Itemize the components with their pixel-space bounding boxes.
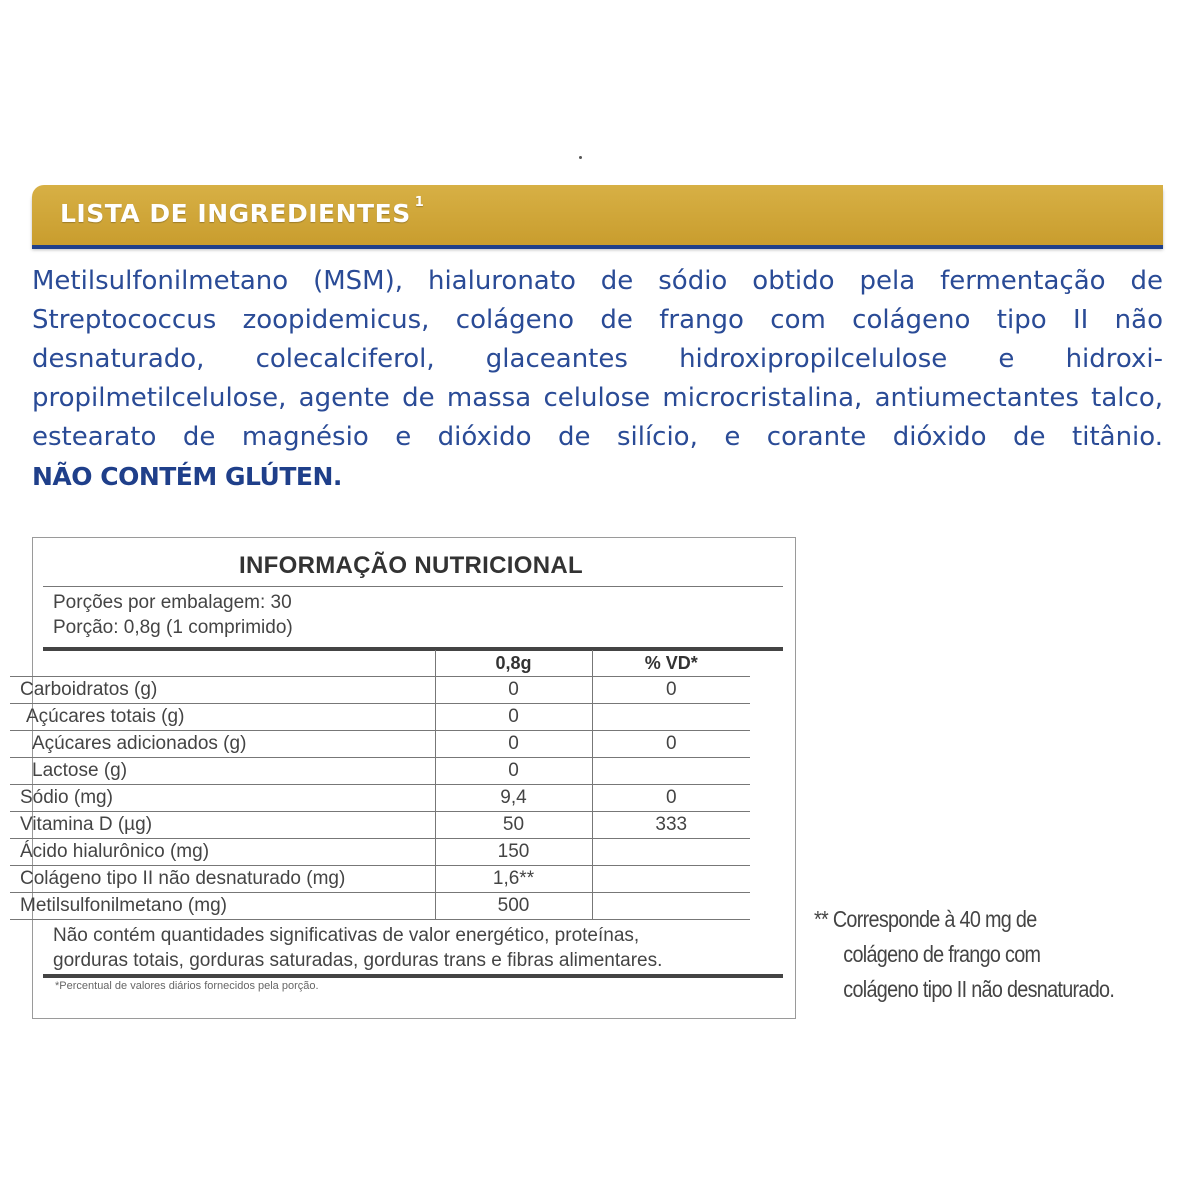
nutrient-name: Colágeno tipo II não desnaturado (mg) [10, 866, 435, 893]
ingredients-line: estearato de magnésio e dióxido de silício, e corante dióxido de titânio. [32, 422, 1163, 452]
nutrient-amount: 0 [435, 704, 592, 731]
nutrient-name: Açúcares adicionados (g) [10, 731, 435, 758]
divider-thick [43, 974, 783, 978]
table-header-row [10, 650, 750, 677]
servings-per-package: Porções por embalagem: 30 [53, 592, 292, 613]
nutrient-amount: 1,6** [435, 866, 592, 893]
table-row [10, 812, 750, 839]
table-row [10, 758, 750, 785]
nutrient-dv: 333 [592, 812, 750, 839]
header-dv: % VD* [592, 650, 750, 677]
nutrition-note-line: gorduras totais, gorduras saturadas, gorduras trans e fibras alimentares. [53, 950, 663, 971]
serving-size: Porção: 0,8g (1 comprimido) [53, 617, 293, 638]
nutrient-amount: 0 [435, 731, 592, 758]
side-note-line: ** Corresponde à 40 mg de [814, 906, 1037, 932]
divider [43, 586, 783, 587]
table-row [10, 785, 750, 812]
ingredients-title [60, 195, 425, 228]
nutrient-amount: 0 [435, 677, 592, 704]
table-row [10, 704, 750, 731]
nutrient-amount: 50 [435, 812, 592, 839]
nutrition-title: INFORMAÇÃO NUTRICIONAL [239, 552, 583, 579]
ingredients-line: Streptococcus zoopidemicus, colágeno de frango com colágeno tipo II não [32, 305, 1163, 335]
side-note-line: colágeno tipo II não desnaturado. [843, 976, 1115, 1002]
header-amount: 0,8g [435, 650, 592, 677]
nutrient-amount: 9,4 [435, 785, 592, 812]
nutrition-footnote: *Percentual de valores diários fornecidos pela porção. [55, 980, 319, 992]
ingredients-title-text: LISTA DE INGREDIENTES [60, 199, 411, 228]
decorative-dot [579, 156, 582, 159]
nutrition-table [10, 650, 750, 920]
nutrient-dv: 0 [592, 731, 750, 758]
table-row [10, 893, 750, 920]
nutrient-name: Metilsulfonilmetano (mg) [10, 893, 435, 920]
header-empty [10, 650, 435, 677]
ingredients-line: Metilsulfonilmetano (MSM), hialuronato de sódio obtido pela fermentação de [32, 266, 1163, 296]
ingredients-title-marker: 1 [414, 195, 425, 210]
nutrient-name: Ácido hialurônico (mg) [10, 839, 435, 866]
nutrient-name: Lactose (g) [10, 758, 435, 785]
gluten-notice: NÃO CONTÉM GLÚTEN. [32, 462, 342, 491]
nutrient-amount: 150 [435, 839, 592, 866]
nutrient-name: Vitamina D (µg) [10, 812, 435, 839]
ingredients-line: desnaturado, colecalciferol, glaceantes hidroxipropilcelulose e hidroxi- [32, 344, 1163, 374]
nutrient-name: Carboidratos (g) [10, 677, 435, 704]
ingredients-text [32, 262, 1163, 457]
nutrient-amount: 0 [435, 758, 592, 785]
nutrient-dv: 0 [592, 677, 750, 704]
ingredients-banner [32, 185, 1163, 245]
nutrition-note-line: Não contém quantidades significativas de valor energético, proteínas, [53, 925, 640, 946]
nutrient-dv [592, 758, 750, 785]
table-row [10, 677, 750, 704]
nutrient-dv [592, 866, 750, 893]
nutrient-dv [592, 893, 750, 920]
table-row [10, 839, 750, 866]
nutrition-note [53, 923, 783, 973]
collagen-side-note [814, 902, 1132, 1007]
ingredients-line: propilmetilcelulose, agente de massa celulose microcristalina, antiumectantes talco, [32, 383, 1163, 413]
table-row [10, 731, 750, 758]
nutrient-dv [592, 704, 750, 731]
table-row [10, 866, 750, 893]
nutrient-amount: 500 [435, 893, 592, 920]
nutrient-name: Sódio (mg) [10, 785, 435, 812]
side-note-line: colágeno de frango com [843, 941, 1041, 967]
nutrient-name: Açúcares totais (g) [10, 704, 435, 731]
nutrient-dv: 0 [592, 785, 750, 812]
nutrient-dv [592, 839, 750, 866]
